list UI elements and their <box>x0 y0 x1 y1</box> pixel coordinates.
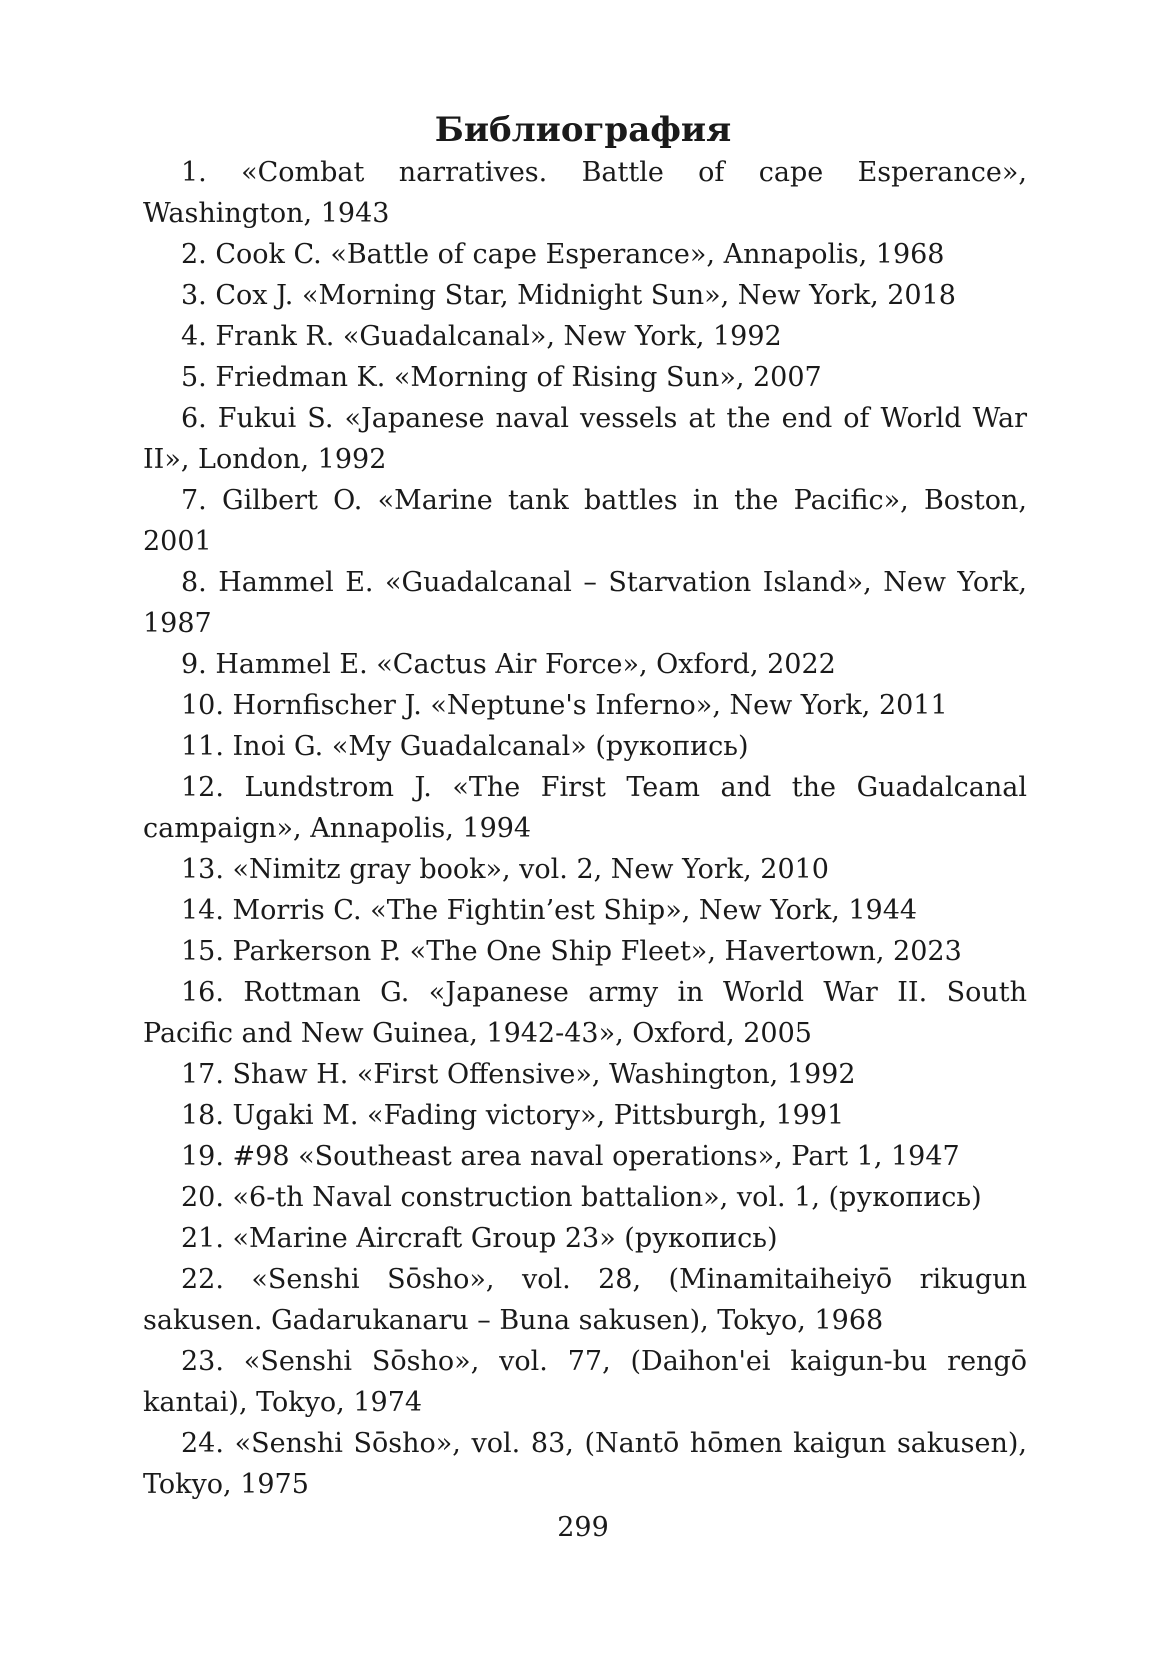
bibliography-entry-20: 20. «6-th Naval construction battalion», vol. 1, (рукопись) <box>181 1182 982 1213</box>
bibliography-entry-5: 5. Friedman K. «Morning of Rising Sun», 2007 <box>181 362 822 393</box>
page-title: Библиография <box>434 110 732 150</box>
bibliography-entry-14: 14. Morris C. «The Fightin’est Ship», New York, 1944 <box>181 895 918 926</box>
bibliography-entry-15: 15. Parkerson P. «The One Ship Fleet», Havertown, 2023 <box>181 936 962 967</box>
bibliography-entry-24: 24. «Senshi Sōsho», vol. 83, (Nantō hōmen kaigun sakusen), Tokyo, 1975 <box>143 1428 1027 1500</box>
bibliography-entry-6: 6. Fukui S. «Japanese naval vessels at the end of World War II», London, 1992 <box>143 403 1027 475</box>
bibliography-entry-22: 22. «Senshi Sōsho», vol. 28, (Minamitaiheiyō rikugun sakusen. Gadarukanaru – Buna sakusen), Tokyo, 1968 <box>143 1264 1027 1336</box>
bibliography-entry-2: 2. Cook C. «Battle of cape Esperance», Annapolis, 1968 <box>181 239 945 270</box>
bibliography-entry-21: 21. «Marine Aircraft Group 23» (рукопись) <box>181 1223 778 1254</box>
bibliography-entry-8: 8. Hammel E. «Guadalcanal – Starvation Island», New York, 1987 <box>143 567 1027 639</box>
bibliography-list <box>143 152 1027 1505</box>
bibliography-entry-12: 12. Lundstrom J. «The First Team and the Guadalcanal campaign», Annapolis, 1994 <box>143 772 1027 844</box>
bibliography-entry-10: 10. Hornfischer J. «Neptune's Inferno», New York, 2011 <box>181 690 948 721</box>
bibliography-entry-11: 11. Inoi G. «My Guadalcanal» (рукопись) <box>181 731 749 762</box>
bibliography-entry-17: 17. Shaw H. «First Offensive», Washington, 1992 <box>181 1059 856 1090</box>
bibliography-entry-19: 19. #98 «Southeast area naval operations», Part 1, 1947 <box>181 1141 960 1172</box>
page-number: 299 <box>557 1512 609 1543</box>
bibliography-entry-16: 16. Rottman G. «Japanese army in World War II. South Pacific and New Guinea, 1942-43», Oxford, 2005 <box>143 977 1027 1049</box>
bibliography-entry-23: 23. «Senshi Sōsho», vol. 77, (Daihon'ei kaigun-bu rengō kantai), Tokyo, 1974 <box>143 1346 1027 1418</box>
bibliography-entry-1: 1. «Combat narratives. Battle of cape Esperance», Washington, 1943 <box>143 157 1027 229</box>
bibliography-entry-3: 3. Cox J. «Morning Star, Midnight Sun», New York, 2018 <box>181 280 956 311</box>
bibliography-entry-7: 7. Gilbert O. «Marine tank battles in the Pacific», Boston, 2001 <box>143 485 1027 557</box>
bibliography-entry-4: 4. Frank R. «Guadalcanal», New York, 1992 <box>181 321 782 352</box>
bibliography-entry-13: 13. «Nimitz gray book», vol. 2, New York, 2010 <box>181 854 829 885</box>
bibliography-entry-9: 9. Hammel E. «Cactus Air Force», Oxford, 2022 <box>181 649 836 680</box>
bibliography-entry-18: 18. Ugaki M. «Fading victory», Pittsburgh, 1991 <box>181 1100 845 1131</box>
